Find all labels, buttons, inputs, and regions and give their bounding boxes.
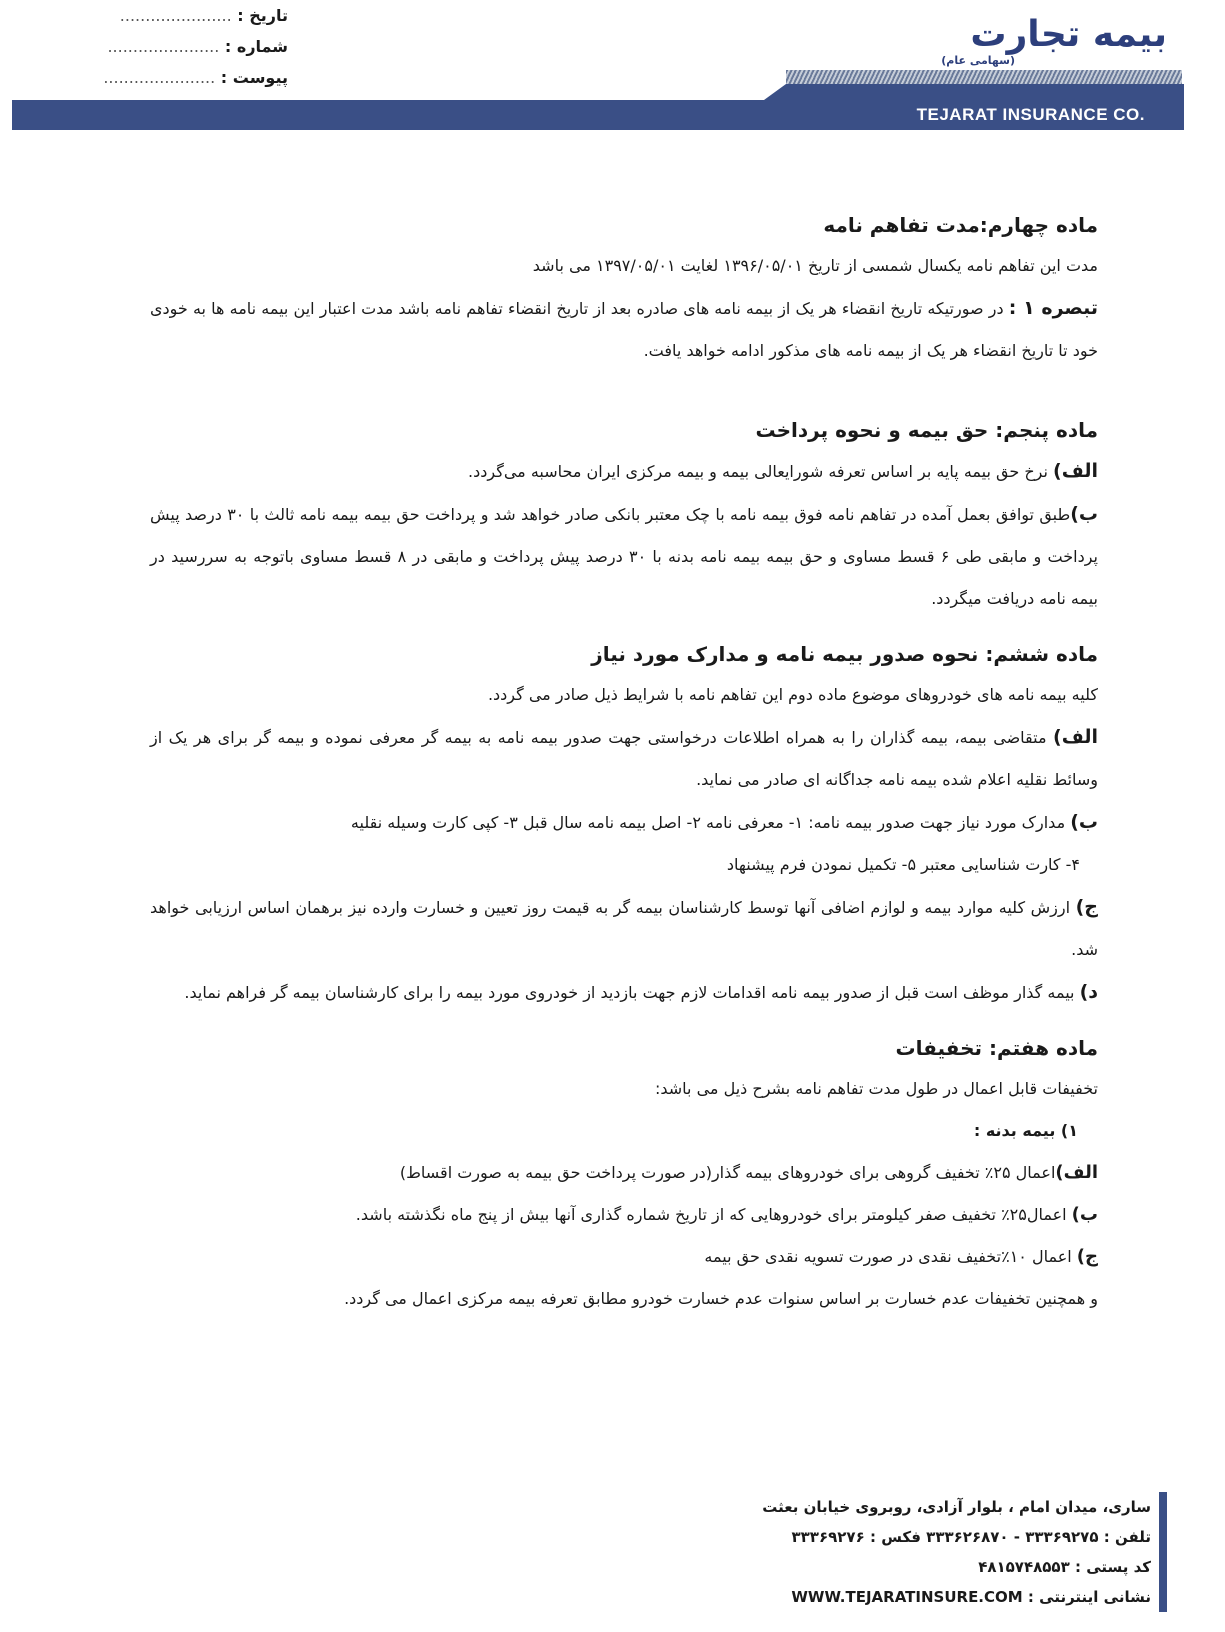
clause-a-text: متقاضی بیمه، بیمه گذاران را به همراه اطلاعات درخواستی جهت صدور بیمه نامه به بیمه گر معرفی نموده و بیمه گر برای هر یک از وسائط نقلیه اعلام شده بیمه نامه جداگانه ای صادر می نماید. <box>150 728 1098 789</box>
article6-clause-b <box>150 801 1098 844</box>
article5-clause-a <box>150 450 1098 493</box>
date-field <box>118 4 288 35</box>
letter-body <box>150 205 1098 1320</box>
clause-a-label: الف) <box>1053 460 1098 482</box>
header-stripes <box>786 70 1182 84</box>
footer-phone: تلفن : ۳۳۳۶۹۲۷۵ - ۳۳۳۶۲۶۸۷۰ فکس : ۳۳۳۶۹۲۷۶ <box>791 1528 1151 1546</box>
note-label: تبصره ۱ : <box>1008 297 1099 319</box>
article5-clause-b <box>150 493 1098 620</box>
logo-text: بیمه تجارت <box>970 14 1167 55</box>
article7-closing: و همچنین تخفیفات عدم خسارت بر اساس سنوات عدم خسارت خودرو مطابق تعرفه بیمه مرکزی اعمال می گردد. <box>344 1289 1098 1308</box>
date-label: تاریخ : <box>237 6 288 25</box>
logo-subtitle: (سهامی عام) <box>941 54 1015 67</box>
clause-a-label: الف) <box>1053 726 1098 748</box>
clause-b-text: طبق توافق بعمل آمده در تفاهم نامه فوق بیمه نامه با چک معتبر بانکی صادر خواهد شد و پرداخت حق بیمه بیمه نامه ثالث با ۳۰ درصد پیش پرداخت و مابقی طی ۶ قسط مساوی و حق بیمه بیمه نامه بدنه با ۳۰ درصد پیش پرداخت و مابقی در ۸ قسط مساوی باتوجه به سررسید در بیمه نامه دریافت میگردد. <box>150 505 1098 608</box>
clause-d-text: بیمه گذار موظف است قبل از صدور بیمه نامه اقدامات لازم جهت بازدید از خودروی مورد بیمه را برای کارشناسان بیمه گر فراهم نماید. <box>184 983 1080 1002</box>
article5-title: ماده پنجم: حق بیمه و نحوه پرداخت <box>755 418 1098 442</box>
article7-intro: تخفیفات قابل اعمال در طول مدت تفاهم نامه بشرح ذیل می باشد: <box>654 1079 1098 1098</box>
attachment-field <box>103 66 288 97</box>
discount-c <box>150 1236 1098 1278</box>
article7-title: ماده هفتم: تخفیفات <box>895 1036 1098 1060</box>
letter-meta-fields <box>103 4 288 97</box>
date-dots: ...................... <box>119 6 232 25</box>
article6-clause-d <box>150 971 1098 1014</box>
footer-bar <box>1159 1492 1167 1612</box>
clause-c-text: ارزش کلیه موارد بیمه و لوازم اضافی آنها توسط کارشناسان بیمه گر به قیمت روز تعیین و خسارت وارده نیز برهمان اساس ارزیابی خواهد شد. <box>150 898 1098 959</box>
article4-title: ماده چهارم:مدت تفاهم نامه <box>823 213 1098 237</box>
article7-subtitle: ۱) بیمه بدنه : <box>973 1121 1078 1140</box>
footer-address: ساری، میدان امام ، بلوار آزادی، روبروی خیابان بعثت <box>762 1498 1151 1516</box>
article4-note <box>150 287 1098 372</box>
clause-b-label: ب) <box>1070 811 1098 833</box>
discount-c-text: اعمال ۱۰٪تخفیف نقدی در صورت تسویه نقدی حق بیمه <box>704 1247 1077 1266</box>
discount-a-text: اعمال ۲۵٪ تخفیف گروهی برای خودروهای بیمه گذار(در صورت پرداخت حق بیمه به صورت اقساط) <box>399 1163 1056 1182</box>
clause-d-label: د) <box>1079 981 1098 1003</box>
clause-a-text: نرخ حق بیمه پایه بر اساس تعرفه شورایعالی بیمه و بیمه مرکزی ایران محاسبه می‌گردد. <box>468 462 1054 481</box>
attachment-dots: ...................... <box>103 68 216 87</box>
number-label: شماره : <box>224 37 288 56</box>
discount-b <box>150 1194 1098 1236</box>
article4-duration: مدت این تفاهم نامه یکسال شمسی از تاریخ ۱۳۹۶/۰۵/۰۱ لغایت ۱۳۹۷/۰۵/۰۱ می باشد <box>532 256 1098 275</box>
discount-c-label: ج) <box>1076 1246 1098 1267</box>
company-logo <box>941 14 1167 67</box>
article6-clause-a <box>150 716 1098 801</box>
footer-website: نشانی اینترنتی : WWW.TEJARATINSURE.COM <box>791 1588 1151 1606</box>
discount-a <box>150 1152 1098 1194</box>
clause-c-label: ج) <box>1075 896 1098 918</box>
article6-clause-b-cont: ۴- کارت شناسایی معتبر ۵- تکمیل نمودن فرم پیشنهاد <box>726 855 1080 874</box>
attachment-label: پیوست : <box>220 68 288 87</box>
discount-b-label: ب) <box>1071 1204 1098 1225</box>
article6-clause-c <box>150 886 1098 971</box>
discount-b-text: اعمال۲۵٪ تخفیف صفر کیلومتر برای خودروهایی که از تاریخ شماره گذاری آنها بیش از پنج ماه نگذشته باشد. <box>355 1205 1072 1224</box>
letter-footer <box>762 1492 1151 1612</box>
number-dots: ...................... <box>107 37 220 56</box>
company-name: TEJARAT INSURANCE CO. <box>916 105 1145 124</box>
article6-intro: کلیه بیمه نامه های خودروهای موضوع ماده دوم این تفاهم نامه با شرایط ذیل صادر می گردد. <box>487 685 1098 704</box>
clause-b-text: مدارک مورد نیاز جهت صدور بیمه نامه: ۱- معرفی نامه ۲- اصل بیمه نامه سال قبل ۳- کپی کارت وسیله نقلیه <box>350 813 1071 832</box>
number-field <box>107 35 288 66</box>
article6-title: ماده ششم: نحوه صدور بیمه نامه و مدارک مورد نیاز <box>591 642 1098 666</box>
footer-postal: کد پستی : ۴۸۱۵۷۴۸۵۵۳ <box>978 1558 1151 1576</box>
discount-a-label: الف) <box>1055 1162 1098 1183</box>
clause-b-label: ب) <box>1070 503 1099 525</box>
header-bar-slant <box>764 84 1184 100</box>
note-text: در صورتیکه تاریخ انقضاء هر یک از بیمه نامه های صادره بعد از تاریخ انقضاء تفاهم نامه باشد مدت اعتبار این بیمه نامه ها به خودی خود تا تاریخ انقضاء هر یک از بیمه نامه های مذکور ادامه خواهد یافت. <box>150 299 1098 360</box>
